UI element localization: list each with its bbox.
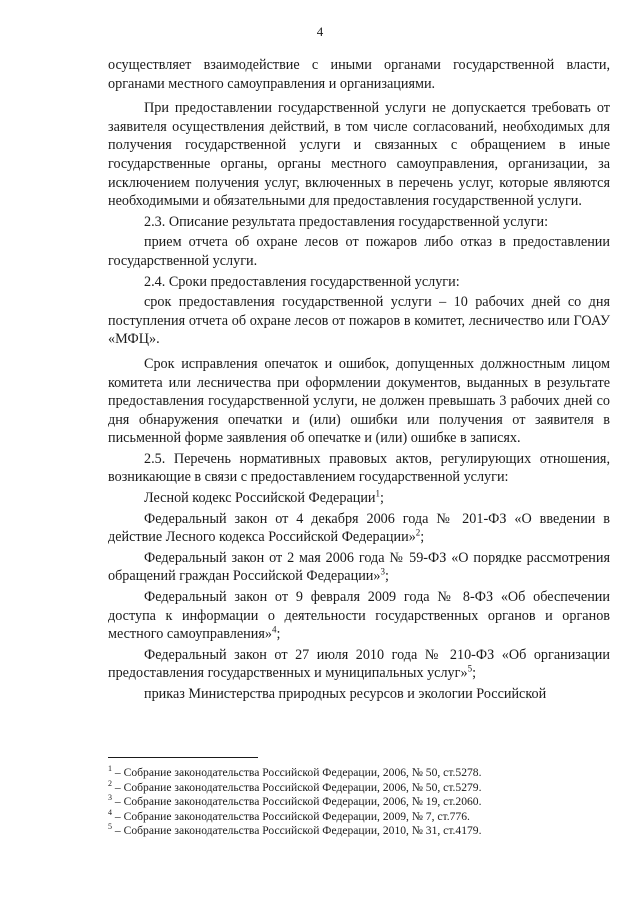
section-heading: 2.3. Описание результата предоставления государственной услуги: <box>144 213 549 230</box>
footnote-marker[interactable]: 2 <box>415 527 421 538</box>
footnotes <box>108 766 610 839</box>
law-reference: Лесной кодекс Российской Федерации$^1$; <box>144 488 384 507</box>
paragraph: осуществляет взаимодействие с иными органами государственной власти, органами местного самоуправления и организациями. <box>108 57 610 92</box>
section-heading: 2.4. Сроки предоставления государственной услуги: <box>144 273 460 290</box>
paragraph: срок предоставления государственной услуги – 10 рабочих дней со дня поступления отчета об охране лесов от пожаров в комитет, лесничество или ГОАУ «МФЦ». <box>108 294 610 348</box>
footnote-divider <box>108 757 258 758</box>
footnote-item: $^4$ – Собрание законодательства Российской Федерации, 2009, № 7, ст.776. <box>108 807 470 823</box>
footnote-marker[interactable]: 5 <box>467 663 473 674</box>
paragraph: При предоставлении государственной услуги не допускается требовать от заявителя осуществления действий, в том числе согласований, необходимых для получения государственной услуги и связанных с обращением в иные государственные органы, органы местного самоуправления, организации, за исключением получения услуг, включенных в перечень услуг, которые являются необходимыми и обязательными для предоставления государственной услуги. <box>108 100 610 210</box>
footnote-marker[interactable]: 3 <box>380 566 385 577</box>
footnote-marker[interactable]: 1 <box>375 488 381 499</box>
paragraph: прием отчета об охране лесов от пожаров либо отказ в предоставлении государственной услуги. <box>108 234 610 269</box>
document-body <box>108 56 610 704</box>
footnote-item: $^1$ – Собрание законодательства Российской Федерации, 2006, № 50, ст.5278. <box>108 764 482 779</box>
law-reference: Федеральный закон от 9 февраля 2009 года № 8-ФЗ «Об обеспечении доступа к информации о деятельности государственных органов и органов местного самоуправления»$^4$; <box>108 589 610 643</box>
footnote-item: $^3$ – Собрание законодательства Российской Федерации, 2006, № 19, ст.2060. <box>108 793 482 809</box>
footnote-item: $^2$ – Собрание законодательства Российской Федерации, 2006, № 50, ст.5279. <box>108 778 482 794</box>
footnote-marker[interactable]: 4 <box>272 624 277 635</box>
law-reference: Федеральный закон от 27 июля 2010 года № 210-ФЗ «Об организации предоставления государственных и муниципальных услуг»$^5$; <box>108 646 610 682</box>
page-number: 4 <box>316 24 324 39</box>
paragraph: приказ Министерства природных ресурсов и экологии Российской <box>144 686 547 702</box>
paragraph: Срок исправления опечаток и ошибок, допущенных должностным лицом комитета или лесничества при оформлении документов, выданных в результате предоставления государственной услуги, не должен превышать 3 рабочих дней со дня обнаружения опечатки и (или) ошибки или получения от заявителя в письменной форме заявления об опечатке и (или) ошибке в записях. <box>108 355 610 447</box>
law-reference: Федеральный закон от 2 мая 2006 года № 59-ФЗ «О порядке рассмотрения обращений граждан Российской Федерации»$^3$; <box>108 549 610 585</box>
law-reference: Федеральный закон от 4 декабря 2006 года № 201-ФЗ «О введении в действие Лесного кодекса Российской Федерации»$^2$; <box>108 510 610 546</box>
footnote-item: $^5$ – Собрание законодательства Российской Федерации, 2010, № 31, ст.4179. <box>108 822 482 838</box>
section-heading: 2.5. Перечень нормативных правовых актов, регулирующих отношения, возникающие в связи с предоставлением государственной услуги: <box>108 450 610 486</box>
